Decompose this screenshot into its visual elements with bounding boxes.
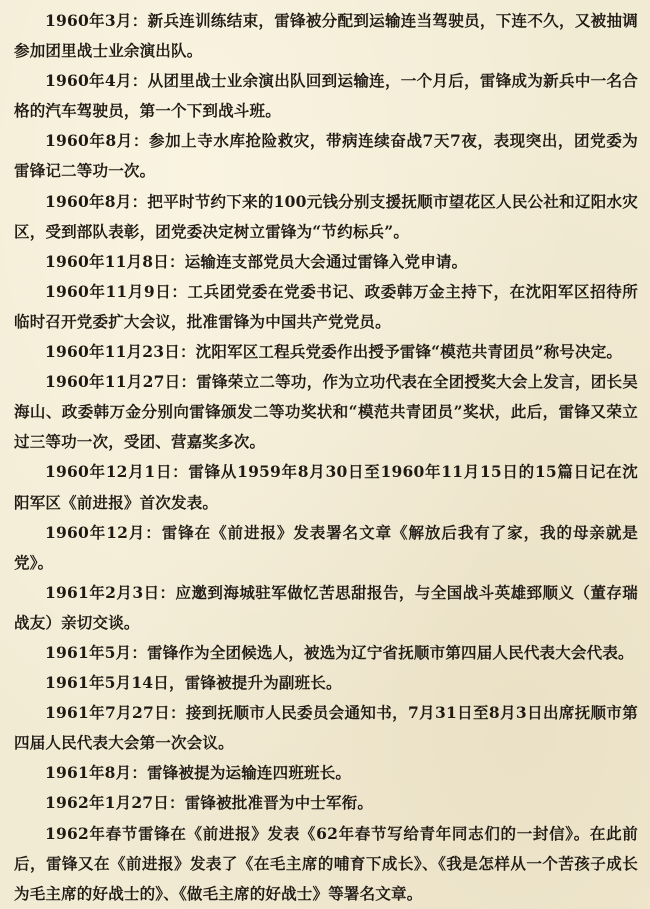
timeline-entry: 1961年5月14日，雷锋被提升为副班长。 xyxy=(45,673,342,693)
timeline-text xyxy=(14,6,638,909)
timeline-entry: 1961年8月：雷锋被提为运输连四班班长。 xyxy=(45,763,352,783)
timeline-entry: 1960年11月27日：雷锋荣立二等功，作为立功代表在全团授奖大会上发言，团长吴海山、政委韩万金分别向雷锋颁发二等功奖状和“模范共青团员”奖状，此后，雷锋又荣立过三等功一次，受团、营嘉奖多次。 xyxy=(14,372,638,452)
timeline-entry: 1960年11月23日：沈阳军区工程兵党委作出授予雷锋“模范共青团员”称号决定。 xyxy=(45,342,623,362)
timeline-entry: 1961年7月27日：接到抚顺市人民委员会通知书，7月31日至8月3日出席抚顺市第四届人民代表大会第一次会议。 xyxy=(14,703,638,753)
timeline-entry: 1960年3月：新兵连训练结束，雷锋被分配到运输连当驾驶员，下连不久，又被抽调参加团里战士业余演出队。 xyxy=(14,11,638,61)
timeline-entry: 1961年2月3日：应邀到海城驻军做忆苦思甜报告，与全国战斗英雄郅顺义（董存瑞战友）亲切交谈。 xyxy=(14,582,638,632)
timeline-entry: 1960年12月：雷锋在《前进报》发表署名文章《解放后我有了家，我的母亲就是党》。 xyxy=(14,522,638,572)
timeline-entry: 1960年11月9日：工兵团党委在党委书记、政委韩万金主持下，在沈阳军区招待所临时召开党委扩大会议，批准雷锋为中国共产党党员。 xyxy=(14,281,638,331)
timeline-entry: 1960年11月8日：运输连支部党员大会通过雷锋入党申请。 xyxy=(45,251,468,271)
timeline-entry: 1961年5月：雷锋作为全团候选人，被选为辽宁省抚顺市第四届人民代表大会代表。 xyxy=(45,642,634,662)
timeline-entry: 1960年8月：把平时节约下来的100元钱分别支援抚顺市望花区人民公社和辽阳水灾区，受到部队表彰，团党委决定树立雷锋为“节约标兵”。 xyxy=(14,191,638,241)
timeline-entry: 1962年1月27日：雷锋被批准晋为中士军衔。 xyxy=(45,793,374,813)
timeline-entry: 1960年8月：参加上寺水库抢险救灾，带病连续奋战7天7夜，表现突出，团党委为雷锋记二等功一次。 xyxy=(14,131,638,181)
timeline-entry: 1962年春节雷锋在《前进报》发表《62年春节写给青年同志们的一封信》。在此前后，雷锋又在《前进报》发表了《在毛主席的哺育下成长》、《我是怎样从一个苦孩子成长为毛主席的好战士的》、《做毛主席的好战士》等署名文章。 xyxy=(14,823,638,903)
timeline-entry: 1960年4月：从团里战士业余演出队回到运输连，一个月后，雷锋成为新兵中一名合格的汽车驾驶员，第一个下到战斗班。 xyxy=(14,71,638,121)
timeline-entry: 1960年12月1日：雷锋从1959年8月30日至1960年11月15日的15篇日记在沈阳军区《前进报》首次发表。 xyxy=(14,462,638,512)
